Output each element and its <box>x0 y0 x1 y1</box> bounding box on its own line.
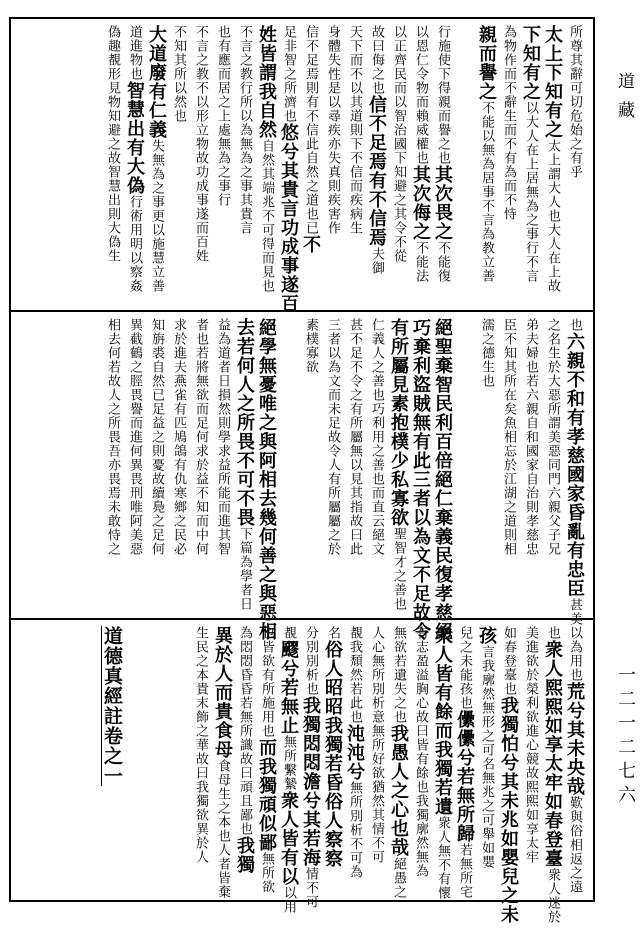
commentary-text: 異截鶴之脛畏譽而進何異畏刑唯阿美惡 <box>127 318 142 556</box>
text-column <box>189 25 211 304</box>
commentary-text: 以大人在上居無為之事行不言 <box>523 101 538 283</box>
scripture-text: 有所屬見素抱樸少私寡欲 <box>388 318 409 527</box>
commentary-text: 身體失性是以尋疾亦失真則疾害作 <box>325 25 340 235</box>
text-column <box>211 318 233 612</box>
text-column <box>409 318 431 641</box>
scripture-text: 其次侮之 <box>410 165 431 241</box>
text-panel-bottom <box>11 620 593 924</box>
text-panel-middle <box>11 312 593 641</box>
commentary-text: 生民之本貴末飾之華故曰我獨欲異於人 <box>193 626 208 864</box>
text-column <box>233 626 255 894</box>
commentary-text: 素樸寡欲 <box>303 318 318 374</box>
text-column <box>277 25 299 313</box>
commentary-text: 為悶悶昏昏若無所識故曰頑且鄙也 <box>237 626 252 836</box>
commentary-text: 也皆欲有所施用也 <box>259 626 274 738</box>
text-column <box>145 25 167 304</box>
text-column <box>321 626 343 894</box>
text-column <box>145 318 167 612</box>
commentary-text: 覩 <box>281 626 296 640</box>
text-column <box>167 25 189 304</box>
commentary-text: 行術用明以察姦 <box>127 195 142 293</box>
text-column <box>277 318 299 612</box>
commentary-text: 言我廓然無形之可名無兆之可舉如嬰 <box>479 645 494 869</box>
commentary-text: 不言之教不以形立物故功成事遂而百姓 <box>193 25 208 263</box>
text-column <box>519 318 541 612</box>
text-column <box>255 626 277 894</box>
scripture-text: 下知有之 <box>520 25 541 101</box>
scripture-text: 衆人皆有以 <box>278 791 299 886</box>
commentary-text: 道進物也 <box>127 25 142 81</box>
scripture-text: 去若何人之所畏不可不畏 <box>234 318 255 527</box>
text-column <box>365 25 387 304</box>
text-column <box>497 25 519 304</box>
scripture-text: 荒兮其未央哉 <box>564 682 585 796</box>
commentary-text: 信不足焉則有不信此自然之道也已 <box>303 25 318 235</box>
text-column <box>541 626 563 924</box>
text-column <box>211 626 233 899</box>
text-column <box>409 25 431 304</box>
scripture-text: 親而譽之 <box>476 25 497 101</box>
commentary-text: 相去何若故人之所畏吾亦畏焉未敢恃之 <box>105 318 120 556</box>
scripture-text: 沌沌兮 <box>344 724 365 781</box>
commentary-text: 弟夫婦也若六親自和國家自治則孝慈忠 <box>523 318 538 556</box>
commentary-text: 不言之教行所以為無為之事其貴言 <box>237 25 252 235</box>
scripture-text: 俗人昭昭我獨若昏俗人察察 <box>322 640 343 868</box>
commentary-text: 無所欲 <box>259 852 274 894</box>
volume-title <box>97 626 123 894</box>
scripture-text: 智慧出有大偽 <box>124 81 145 195</box>
text-column <box>189 318 211 612</box>
text-column <box>453 626 475 899</box>
text-column <box>497 626 519 924</box>
scripture-text: 悠兮其貴言功成事遂百 <box>278 123 299 313</box>
commentary-text: 歎與俗相返之遠 <box>567 796 582 894</box>
scripture-text: 我獨怕兮其未兆如嬰兒之未 <box>498 696 519 924</box>
commentary-text: 夫御 <box>369 247 384 275</box>
text-column <box>563 25 585 304</box>
commentary-text: 不能復 <box>435 241 450 283</box>
text-column <box>541 318 563 612</box>
text-column <box>343 626 365 894</box>
commentary-text: 失無為之事更以施慧立善 <box>149 139 164 293</box>
commentary-text: 行施使下得親而譽之也 <box>435 25 450 165</box>
commentary-text: 覩我頹然若此也 <box>347 626 362 724</box>
scripture-text: 絕學無憂唯之與阿相去幾何善之與惡相 <box>256 318 277 641</box>
commentary-text: 食母生之本也人者皆棄 <box>215 759 230 899</box>
text-column <box>211 25 233 304</box>
commentary-text: 甚美 <box>567 598 582 626</box>
scripture-text: 姓皆謂我自然 <box>256 25 277 139</box>
text-column <box>563 318 585 626</box>
commentary-text: 下篇為學者日 <box>237 527 252 611</box>
commentary-text: 濡之德生也 <box>479 318 494 388</box>
commentary-text: 為物作而不辭生而不有為而不恃 <box>501 25 516 221</box>
scripture-text: 衆人皆有餘而我獨若遺 <box>432 626 453 816</box>
text-column <box>123 626 145 894</box>
commentary-text: 臣不知其所在矣魚相忘於江湖之道則相 <box>501 318 516 556</box>
text-column <box>497 318 519 612</box>
commentary-text: 所尊其辭可切危始之有乎 <box>567 25 582 179</box>
text-column <box>255 25 277 304</box>
text-column <box>255 318 277 641</box>
text-column <box>387 626 409 899</box>
text-column <box>541 25 563 304</box>
commentary-text: 名 <box>325 626 340 640</box>
commentary-text: 美進欲於榮利欲進心競故熙熙如享太牢 <box>523 626 538 864</box>
commentary-text: 以用 <box>281 886 296 914</box>
text-column <box>409 626 431 894</box>
commentary-text: 人心無所別析意無所好欲猶然其情不可 <box>369 626 384 864</box>
text-column <box>453 25 475 304</box>
text-column <box>233 318 255 612</box>
text-column <box>299 626 321 909</box>
scripture-text: 太上下知有之 <box>542 25 563 139</box>
scripture-text: 信不足焉有不信焉 <box>366 95 387 247</box>
commentary-text: 也 <box>545 626 560 640</box>
commentary-text: 無所別析不可為 <box>347 781 362 879</box>
commentary-text: 太上謂大人也大人在上故 <box>545 139 560 293</box>
scripture-text: 絕聖棄智民利百倍絕仁棄義民復孝慈絕 <box>432 318 453 641</box>
text-column <box>145 626 167 894</box>
text-column <box>387 318 409 612</box>
scripture-text: 道德真經註卷之一 <box>101 626 123 786</box>
commentary-text: 有志盈溢胸心故曰皆有餘也我獨廓然無為 <box>413 626 428 878</box>
scripture-text: 不 <box>300 235 321 254</box>
scripture-text: 我獨悶悶澹兮其若海 <box>300 696 321 867</box>
commentary-text: 甚不足不令之有所屬無以見其指故曰此 <box>347 318 362 556</box>
commentary-text: 自然其端兆不可得而見也 <box>259 139 274 293</box>
commentary-text: 以恩仁令物而賴威權也 <box>413 25 428 165</box>
text-column <box>343 25 365 304</box>
scripture-text: 我獨 <box>234 836 255 874</box>
commentary-text: 也有應而居之上處無為之事行 <box>215 25 230 207</box>
commentary-text: 衆人迷於 <box>545 868 560 924</box>
commentary-text: 絕愚之 <box>391 857 406 899</box>
text-column <box>277 626 299 914</box>
text-column <box>453 318 475 612</box>
commentary-text: 以為用也 <box>567 626 582 682</box>
commentary-text: 三者以為文而未足故令人有所屬屬之於 <box>325 318 340 556</box>
text-column <box>475 25 497 304</box>
text-column <box>431 25 453 304</box>
text-column <box>299 25 321 304</box>
text-column <box>299 318 321 612</box>
text-column <box>365 318 387 612</box>
text-column <box>321 318 343 612</box>
text-column <box>431 626 453 900</box>
scripture-text: 而我獨頑似鄙 <box>256 738 277 852</box>
scripture-text: 儽儽兮若無所歸 <box>454 710 475 843</box>
commentary-text: 者也若將無欲而足何求於益不知而中何 <box>193 318 208 556</box>
scripture-text: 我愚人之心也哉 <box>388 724 409 857</box>
commentary-text: 兒之未能孩也 <box>457 626 472 710</box>
text-column <box>123 25 145 304</box>
text-column <box>563 626 585 894</box>
commentary-text: 故曰侮之也 <box>369 25 384 95</box>
commentary-text: 偽趣覩形見物知避之故智慧出則大偽生 <box>105 25 120 263</box>
commentary-text: 不知其所以然也 <box>171 25 186 123</box>
commentary-text: 無所繫縶 <box>281 735 296 791</box>
scripture-text: 異於人而貴食母 <box>212 626 233 759</box>
text-column <box>189 626 211 894</box>
commentary-text: 天下而不以其道則下不信而疾病生 <box>347 25 362 235</box>
commentary-text: 衆人無不有懷 <box>435 816 450 900</box>
commentary-text: 之名生於大惡所謂美惡同門六親父子兄 <box>545 318 560 556</box>
commentary-text: 無欲若遺失之也 <box>391 626 406 724</box>
text-column <box>343 318 365 612</box>
commentary-text: 求於進夫燕雀有匹鳩鴿有仇寒鄉之民必 <box>171 318 186 556</box>
commentary-text: 不能法 <box>413 241 428 283</box>
commentary-text: 足非智之所濟也 <box>281 25 296 123</box>
scripture-text: 孩 <box>476 626 497 645</box>
commentary-text: 情不可 <box>303 867 318 909</box>
text-column <box>519 25 541 304</box>
commentary-text: 知旃裘自然已足益之則憂故續鳧之足何 <box>149 318 164 556</box>
text-column <box>431 318 453 641</box>
scripture-text: 六親不和有孝慈國家昏亂有忠臣 <box>564 332 585 598</box>
scripture-text: 大道廢有仁義 <box>146 25 167 139</box>
commentary-text: 不能以無為居事不言為教立善 <box>479 101 494 283</box>
text-column <box>365 626 387 894</box>
text-column <box>233 25 255 304</box>
text-panel-top <box>11 19 593 313</box>
scripture-text: 衆人熙熙如享太牢如春登臺 <box>542 640 563 868</box>
commentary-text: 若無所宅 <box>457 843 472 899</box>
text-column <box>167 626 189 894</box>
text-column <box>123 318 145 612</box>
text-column <box>475 626 497 894</box>
commentary-text: 以正齊民而以智治國下知避之其令不從 <box>391 25 406 263</box>
commentary-text: 仁義人之善也巧利用之善也而直云絕文 <box>369 318 384 556</box>
commentary-text: 如春登臺也 <box>501 626 516 696</box>
collection-label: 道藏 <box>614 72 634 130</box>
page-number: 一二一二七六 <box>615 665 636 809</box>
commentary-text: 益為道者日損然則學求益所能而進其智 <box>215 318 230 556</box>
text-column <box>321 25 343 304</box>
text-column <box>475 318 497 612</box>
commentary-text: 聖智才之善也 <box>391 527 406 611</box>
text-column <box>519 626 541 894</box>
scripture-text: 其次畏之 <box>432 165 453 241</box>
text-column <box>101 25 123 304</box>
commentary-text: 分別別析也 <box>303 626 318 696</box>
commentary-text: 也 <box>567 318 582 332</box>
text-column <box>167 318 189 612</box>
scripture-text: 巧棄利盜賊無有此三者以為文不足故令 <box>410 318 431 641</box>
scripture-text: 飂兮若無止 <box>278 640 299 735</box>
text-column <box>101 318 123 612</box>
text-column <box>387 25 409 304</box>
